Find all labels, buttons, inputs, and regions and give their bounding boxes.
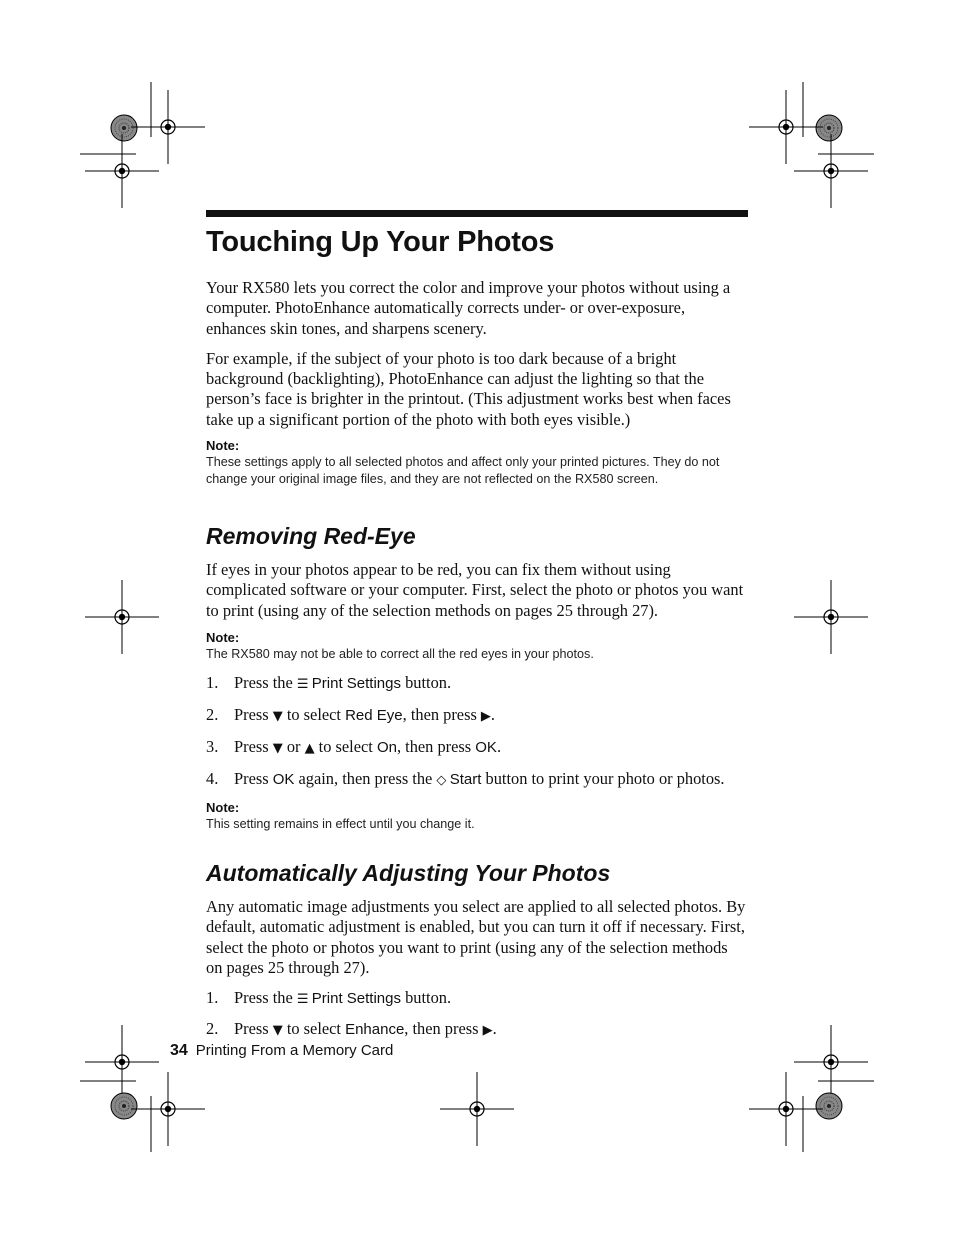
page-title: Touching Up Your Photos (206, 226, 555, 258)
step-text: or (282, 736, 305, 756)
chapter-title: Printing From a Memory Card (195, 1042, 394, 1059)
red-eye-steps (206, 673, 748, 791)
step-number: 4. (206, 768, 219, 788)
step-number: 1. (206, 672, 219, 692)
list-item (206, 705, 748, 727)
section-heading-red-eye: Removing Red-Eye (206, 523, 416, 550)
step-text: again, then press the (294, 768, 437, 788)
note-box (206, 438, 748, 488)
page-content (206, 210, 748, 1041)
step-number: 3. (206, 736, 219, 756)
step-text: . (496, 736, 502, 756)
list-item (206, 1019, 748, 1041)
page-footer (170, 1042, 393, 1060)
section-heading-auto-adjust: Automatically Adjusting Your Photos (206, 859, 611, 886)
list-item (206, 737, 748, 759)
auto-adjust-paragraph: Any automatic image adjustments you select are applied to all selected photos. By default, automatic adjustment is enabled, but you can turn it off if necessary. First, select the photo or photos you want to print (using any of the selection methods on pages 25 through 27). (206, 896, 746, 977)
step-text: . (492, 1019, 497, 1039)
right-arrow-icon: ▶ (482, 1023, 493, 1039)
print-settings-icon: ☰ (296, 992, 309, 1008)
step-text: , then press (404, 1019, 483, 1039)
step-text: Press the (234, 988, 297, 1008)
note-label: Note: (206, 438, 240, 454)
note-label: Note: (206, 629, 240, 645)
up-arrow-icon: ▲ (304, 740, 315, 756)
step-text: to select (282, 704, 346, 724)
intro-paragraph-2: For example, if the subject of your photo is too dark because of a bright background (backlighting), PhotoEnhance can adjust the lighting so that the person’s face is brighter in the printout. (This adjustment works best when faces take up a significant portion of the photo with both eyes visible.) (206, 348, 731, 429)
ui-label: OK (272, 770, 295, 788)
ui-label: Print Settings (311, 990, 401, 1008)
ui-label: Red Eye (345, 706, 403, 724)
start-diamond-icon: ◇ (436, 772, 447, 788)
down-arrow-icon: ▼ (272, 740, 283, 756)
ui-label: Start (449, 770, 482, 788)
step-number: 2. (206, 1019, 219, 1039)
red-eye-note-2 (206, 800, 748, 833)
step-text: Press the (234, 672, 297, 692)
print-settings-icon: ☰ (296, 676, 309, 692)
step-text: button. (401, 672, 452, 692)
list-item (206, 769, 748, 791)
step-text: Press (234, 768, 273, 788)
step-text: , then press (402, 704, 481, 724)
note-text: These settings apply to all selected photos and affect only your printed pictures. They do not change your original image files, and they are not reflected on the RX580 screen. (206, 455, 720, 487)
note-label: Note: (206, 799, 240, 815)
step-text: Press (234, 704, 273, 724)
down-arrow-icon: ▼ (272, 1023, 283, 1039)
auto-adjust-steps (206, 988, 748, 1041)
ui-label: Enhance (345, 1021, 405, 1039)
intro-paragraph-1: Your RX580 lets you correct the color and improve your photos without using a computer. PhotoEnhance automatically corrects under- or over-exposure, enhances skin tones, and sharpens scenery. (206, 278, 731, 338)
step-text: Press (234, 1019, 273, 1039)
step-number: 2. (206, 704, 219, 724)
ui-label: OK (475, 738, 497, 756)
step-text: button. (401, 988, 452, 1008)
list-item (206, 988, 748, 1010)
red-eye-paragraph: If eyes in your photos appear to be red, you can fix them without using complicated software or your computer. First, select the photo or photos you want to print (using any of the selection methods on pages 25 through 27). (206, 560, 744, 620)
note-text: This setting remains in effect until you change it. (206, 816, 475, 831)
step-text: , then press (396, 736, 476, 756)
title-rule (206, 210, 748, 217)
list-item (206, 673, 748, 695)
step-number: 1. (206, 988, 219, 1008)
step-text: button to print your photo or photos. (481, 768, 725, 788)
step-text: . (490, 704, 496, 724)
step-text: to select (314, 736, 377, 756)
red-eye-note (206, 630, 748, 663)
step-text: Press (234, 736, 273, 756)
ui-label: Print Settings (311, 674, 401, 692)
note-text: The RX580 may not be able to correct all the red eyes in your photos. (206, 646, 594, 661)
step-text: to select (282, 1019, 346, 1039)
right-arrow-icon: ▶ (480, 708, 491, 724)
down-arrow-icon: ▼ (272, 708, 283, 724)
page-number: 34 (170, 1042, 188, 1059)
ui-label: On (376, 738, 397, 756)
